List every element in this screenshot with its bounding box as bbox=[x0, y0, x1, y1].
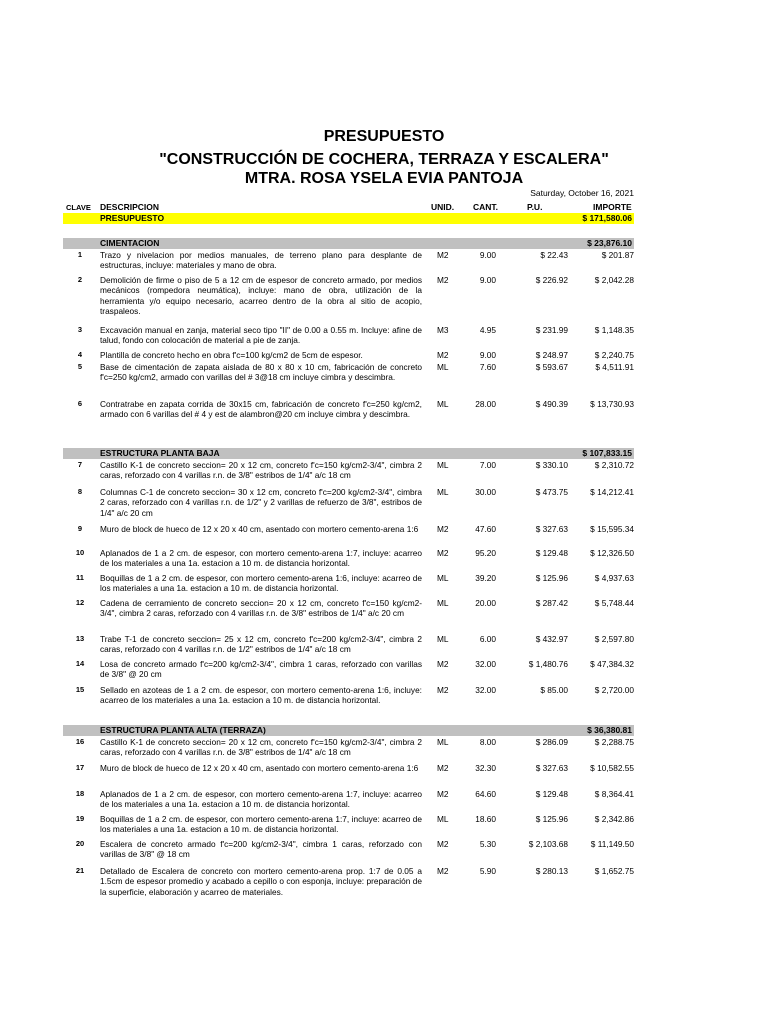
item-unit-price: $ 280.13 bbox=[535, 866, 568, 876]
item-description: Demolición de firme o piso de 5 a 12 cm de espesor de concreto armado, por medios mecánicos (rompedora neumática), incluye: mano de obra, utilización de la herramienta y/o equipo necesario, acarreo dentro de la obra al sitio de acopio, traspaleos. bbox=[100, 275, 422, 317]
total-amount: $ 171,580.06 bbox=[582, 213, 632, 223]
section-amount: $ 23,876.10 bbox=[587, 238, 632, 248]
item-unit-price: $ 287.42 bbox=[535, 598, 568, 608]
item-clave: 14 bbox=[75, 659, 85, 668]
item-unit: ML bbox=[437, 598, 449, 608]
item-clave: 4 bbox=[77, 350, 83, 359]
item-clave: 13 bbox=[75, 634, 85, 643]
item-quantity: 64.60 bbox=[475, 789, 496, 799]
item-unit: ML bbox=[437, 362, 449, 372]
item-clave: 5 bbox=[77, 362, 83, 371]
item-unit: ML bbox=[437, 573, 449, 583]
item-description: Muro de block de hueco de 12 x 20 x 40 cm, asentado con mortero cemento-arena 1:6 bbox=[100, 524, 419, 534]
item-amount: $ 5,748.44 bbox=[594, 598, 634, 608]
item-description: Trabe T-1 de concreto seccion= 25 x 12 cm, concreto f'c=200 kg/cm2-3/4", cimbra 2 caras, reforzado con 4 varillas r.n. de 1/2" estribos de 1/4" a/c 18 cm bbox=[100, 634, 422, 655]
item-clave: 3 bbox=[77, 325, 83, 334]
item-clave: 1 bbox=[77, 250, 83, 259]
item-unit-price: $ 248.97 bbox=[535, 350, 568, 360]
item-quantity: 39.20 bbox=[475, 573, 496, 583]
item-unit: M2 bbox=[437, 789, 449, 799]
item-unit: M2 bbox=[437, 685, 449, 695]
document-date: Saturday, October 16, 2021 bbox=[530, 188, 634, 198]
item-unit: M2 bbox=[437, 250, 449, 260]
item-amount: $ 2,597.80 bbox=[594, 634, 634, 644]
item-unit-price: $ 593.67 bbox=[535, 362, 568, 372]
item-clave: 20 bbox=[75, 839, 85, 848]
item-unit: ML bbox=[437, 487, 449, 497]
item-quantity: 32.00 bbox=[475, 659, 496, 669]
item-clave: 11 bbox=[76, 573, 84, 582]
item-description: Plantilla de concreto hecho en obra f'c=100 kg/cm2 de 5cm de espesor. bbox=[100, 350, 363, 360]
item-description: Castillo K-1 de concreto seccion= 20 x 12 cm, concreto f'c=150 kg/cm2-3/4", cimbra 2 caras, reforzado con 4 varillas r.n. de 3/8" estribos de 1/4" a/c 18 cm bbox=[100, 737, 422, 758]
item-unit-price: $ 85.00 bbox=[540, 685, 568, 695]
col-clave: CLAVE bbox=[66, 203, 91, 212]
item-quantity: 20.00 bbox=[475, 598, 496, 608]
item-unit: ML bbox=[437, 737, 449, 747]
item-description: Aplanados de 1 a 2 cm. de espesor, con mortero cemento-arena 1:7, incluye: acarreo de los materiales a una 1a. estacion a 10 m. de distancia horizontal. bbox=[100, 548, 422, 569]
section-title: ESTRUCTURA PLANTA BAJA bbox=[100, 448, 220, 458]
item-quantity: 47.60 bbox=[475, 524, 496, 534]
item-amount: $ 4,937.63 bbox=[594, 573, 634, 583]
item-description: Trazo y nivelacion por medios manuales, de terreno plano para desplante de estructuras, incluye: materiales y mano de obra. bbox=[100, 250, 422, 271]
item-unit-price: $ 286.09 bbox=[535, 737, 568, 747]
item-quantity: 5.30 bbox=[479, 839, 496, 849]
item-quantity: 28.00 bbox=[475, 399, 496, 409]
item-amount: $ 47,384.32 bbox=[590, 659, 634, 669]
item-unit-price: $ 330.10 bbox=[535, 460, 568, 470]
item-clave: 15 bbox=[75, 685, 85, 694]
col-descripcion: DESCRIPCION bbox=[100, 202, 160, 212]
item-quantity: 9.00 bbox=[479, 350, 496, 360]
item-quantity: 95.20 bbox=[475, 548, 496, 558]
item-description: Boquillas de 1 a 2 cm. de espesor, con mortero cemento-arena 1:7, incluye: acarreo de los materiales a una 1a. estacion a 10 m. de distancia horizontal. bbox=[100, 814, 422, 835]
section-planta-baja bbox=[63, 448, 634, 459]
item-unit: ML bbox=[437, 460, 449, 470]
item-quantity: 9.00 bbox=[479, 250, 496, 260]
section-cimentacion bbox=[63, 238, 634, 249]
client-name: MTRA. ROSA YSELA EVIA PANTOJA bbox=[244, 170, 524, 187]
item-quantity: 7.60 bbox=[479, 362, 496, 372]
item-unit: M2 bbox=[437, 350, 449, 360]
item-unit: ML bbox=[437, 399, 449, 409]
item-description: Aplanados de 1 a 2 cm. de espesor, con mortero cemento-arena 1:7, incluye: acarreo de los materiales a una 1a. estacion a 10 m. de distancia horizontal. bbox=[100, 789, 422, 810]
item-unit-price: $ 2,103.68 bbox=[528, 839, 568, 849]
item-amount: $ 2,310.72 bbox=[594, 460, 634, 470]
item-clave: 8 bbox=[77, 487, 83, 496]
item-description: Contratrabe en zapata corrida de 30x15 cm, fabricación de concreto f'c=250 kg/cm2, armado con 6 varillas del # 4 y est de alambron@20 cm incluye cimbra y descimbra. bbox=[100, 399, 422, 420]
item-unit: M2 bbox=[437, 866, 449, 876]
document-title: PRESUPUESTO bbox=[323, 128, 445, 145]
col-unid: UNID. bbox=[431, 202, 455, 212]
item-clave: 7 bbox=[77, 460, 83, 469]
item-quantity: 18.60 bbox=[475, 814, 496, 824]
item-description: Columnas C-1 de concreto seccion= 30 x 12 cm, concreto f'c=200 kg/cm2-3/4", cimbra 2 caras, reforzado con 4 varillas r.n. de 1/2" y 2 varillas de refuerzo de 3/8", estribos de 1/4" a/c 20 cm bbox=[100, 487, 422, 518]
section-title: ESTRUCTURA PLANTA ALTA (TERRAZA) bbox=[100, 725, 266, 735]
item-clave: 6 bbox=[77, 399, 83, 408]
item-quantity: 8.00 bbox=[479, 737, 496, 747]
item-unit: M2 bbox=[437, 659, 449, 669]
item-description: Muro de block de hueco de 12 x 20 x 40 cm, asentado con mortero cemento-arena 1:6 bbox=[100, 763, 419, 773]
section-amount: $ 36,380.81 bbox=[587, 725, 632, 735]
item-amount: $ 201.87 bbox=[601, 250, 634, 260]
item-unit-price: $ 327.63 bbox=[535, 763, 568, 773]
item-quantity: 4.95 bbox=[479, 325, 496, 335]
item-amount: $ 12,326.50 bbox=[590, 548, 634, 558]
item-unit: M2 bbox=[437, 763, 449, 773]
item-quantity: 5.90 bbox=[479, 866, 496, 876]
item-unit-price: $ 129.48 bbox=[535, 789, 568, 799]
item-quantity: 7.00 bbox=[479, 460, 496, 470]
item-amount: $ 2,342.86 bbox=[594, 814, 634, 824]
item-unit: ML bbox=[437, 634, 449, 644]
item-amount: $ 15,595.34 bbox=[590, 524, 634, 534]
item-amount: $ 1,148.35 bbox=[594, 325, 634, 335]
item-clave: 18 bbox=[75, 789, 85, 798]
total-label: PRESUPUESTO bbox=[100, 213, 165, 223]
item-clave: 12 bbox=[75, 598, 85, 607]
item-amount: $ 11,149.50 bbox=[590, 839, 634, 849]
item-unit: M2 bbox=[437, 524, 449, 534]
item-unit-price: $ 327.63 bbox=[535, 524, 568, 534]
item-amount: $ 14,212.41 bbox=[590, 487, 634, 497]
item-amount: $ 2,240.75 bbox=[594, 350, 634, 360]
item-unit-price: $ 125.96 bbox=[535, 573, 568, 583]
item-description: Boquillas de 1 a 2 cm. de espesor, con mortero cemento-arena 1:6, incluye: acarreo de los materiales a una 1a. estacion a 10 m. de distancia horizontal. bbox=[100, 573, 422, 594]
item-clave: 2 bbox=[77, 275, 83, 284]
item-amount: $ 4,511.91 bbox=[595, 362, 634, 372]
item-unit: ML bbox=[437, 814, 449, 824]
item-unit-price: $ 22.43 bbox=[540, 250, 568, 260]
item-amount: $ 1,652.75 bbox=[594, 866, 634, 876]
item-unit: M2 bbox=[437, 548, 449, 558]
item-quantity: 32.30 bbox=[475, 763, 496, 773]
item-unit-price: $ 1,480.76 bbox=[528, 659, 568, 669]
item-quantity: 6.00 bbox=[479, 634, 496, 644]
item-clave: 19 bbox=[75, 814, 85, 823]
item-quantity: 9.00 bbox=[479, 275, 496, 285]
item-amount: $ 2,720.00 bbox=[594, 685, 634, 695]
project-title: "CONSTRUCCIÓN DE COCHERA, TERRAZA Y ESCALERA" bbox=[159, 151, 609, 168]
item-amount: $ 13,730.93 bbox=[590, 399, 634, 409]
item-amount: $ 8,364.41 bbox=[594, 789, 634, 799]
item-clave: 9 bbox=[77, 524, 83, 533]
item-unit-price: $ 473.75 bbox=[535, 487, 568, 497]
item-description: Escalera de concreto armado f'c=200 kg/cm2-3/4", cimbra 1 caras, reforzado con varillas de 3/8" @ 18 cm bbox=[100, 839, 422, 860]
item-description: Base de cimentación de zapata aislada de 80 x 80 x 10 cm, fabricación de concreto f'c=250 kg/cm2, armado con varillas del # 3@18 cm incluye cimbra y descimbra. bbox=[100, 362, 422, 383]
item-description: Losa de concreto armado f'c=200 kg/cm2-3/4", cimbra 1 caras, reforzado con varillas de 3/8" @ 20 cm bbox=[100, 659, 422, 680]
col-importe: IMPORTE bbox=[593, 202, 632, 212]
item-unit-price: $ 129.48 bbox=[535, 548, 568, 558]
section-title: CIMENTACION bbox=[100, 238, 160, 248]
item-unit: M2 bbox=[437, 839, 449, 849]
item-unit: M2 bbox=[437, 275, 449, 285]
item-description: Detallado de Escalera de concreto con mortero cemento-arena prop. 1:7 de 0.05 a 1.5cm de espesor promedio y acabado a cepillo o con esponja, incluye: preparación de la superficie, elaboración y acarreo de materiales. bbox=[100, 866, 422, 897]
item-description: Cadena de cerramiento de concreto seccion= 20 x 12 cm, concreto f'c=150 kg/cm2-3/4", cimbra 2 caras, reforzado con 4 varillas r.n. de 3/8" estribos de 1/4" a/c 20 cm bbox=[100, 598, 422, 619]
item-clave: 10 bbox=[75, 548, 85, 557]
item-amount: $ 2,288.75 bbox=[594, 737, 634, 747]
item-amount: $ 10,582.55 bbox=[590, 763, 634, 773]
item-clave: 16 bbox=[75, 737, 85, 746]
item-unit: M3 bbox=[437, 325, 449, 335]
item-unit-price: $ 226.92 bbox=[535, 275, 568, 285]
section-amount: $ 107,833.15 bbox=[582, 448, 632, 458]
item-unit-price: $ 490.39 bbox=[535, 399, 568, 409]
item-clave: 21 bbox=[75, 866, 85, 875]
total-row bbox=[63, 213, 634, 224]
section-planta-alta bbox=[63, 725, 634, 736]
col-cant: CANT. bbox=[473, 202, 499, 212]
item-description: Sellado en azoteas de 1 a 2 cm. de espesor, con mortero cemento-arena 1:6, incluye: acarreo de los materiales a una 1a. estacion a 10 m. de distancia horizontal. bbox=[100, 685, 422, 706]
item-quantity: 30.00 bbox=[475, 487, 496, 497]
item-unit-price: $ 231.99 bbox=[535, 325, 568, 335]
item-quantity: 32.00 bbox=[475, 685, 496, 695]
item-description: Castillo K-1 de concreto seccion= 20 x 12 cm, concreto f'c=150 kg/cm2-3/4", cimbra 2 caras, reforzado con 4 varillas r.n. de 3/8" estribos de 1/4" a/c 18 cm bbox=[100, 460, 422, 481]
col-pu: P.U. bbox=[527, 202, 543, 212]
item-description: Excavación manual en zanja, material seco tipo "II" de 0.00 a 0.55 m. Incluye: afine de talud, fondo con colocación de material a pie de zanja. bbox=[100, 325, 422, 346]
item-unit-price: $ 432.97 bbox=[535, 634, 568, 644]
item-amount: $ 2,042.28 bbox=[594, 275, 634, 285]
item-unit-price: $ 125.96 bbox=[535, 814, 568, 824]
item-clave: 17 bbox=[75, 763, 85, 772]
